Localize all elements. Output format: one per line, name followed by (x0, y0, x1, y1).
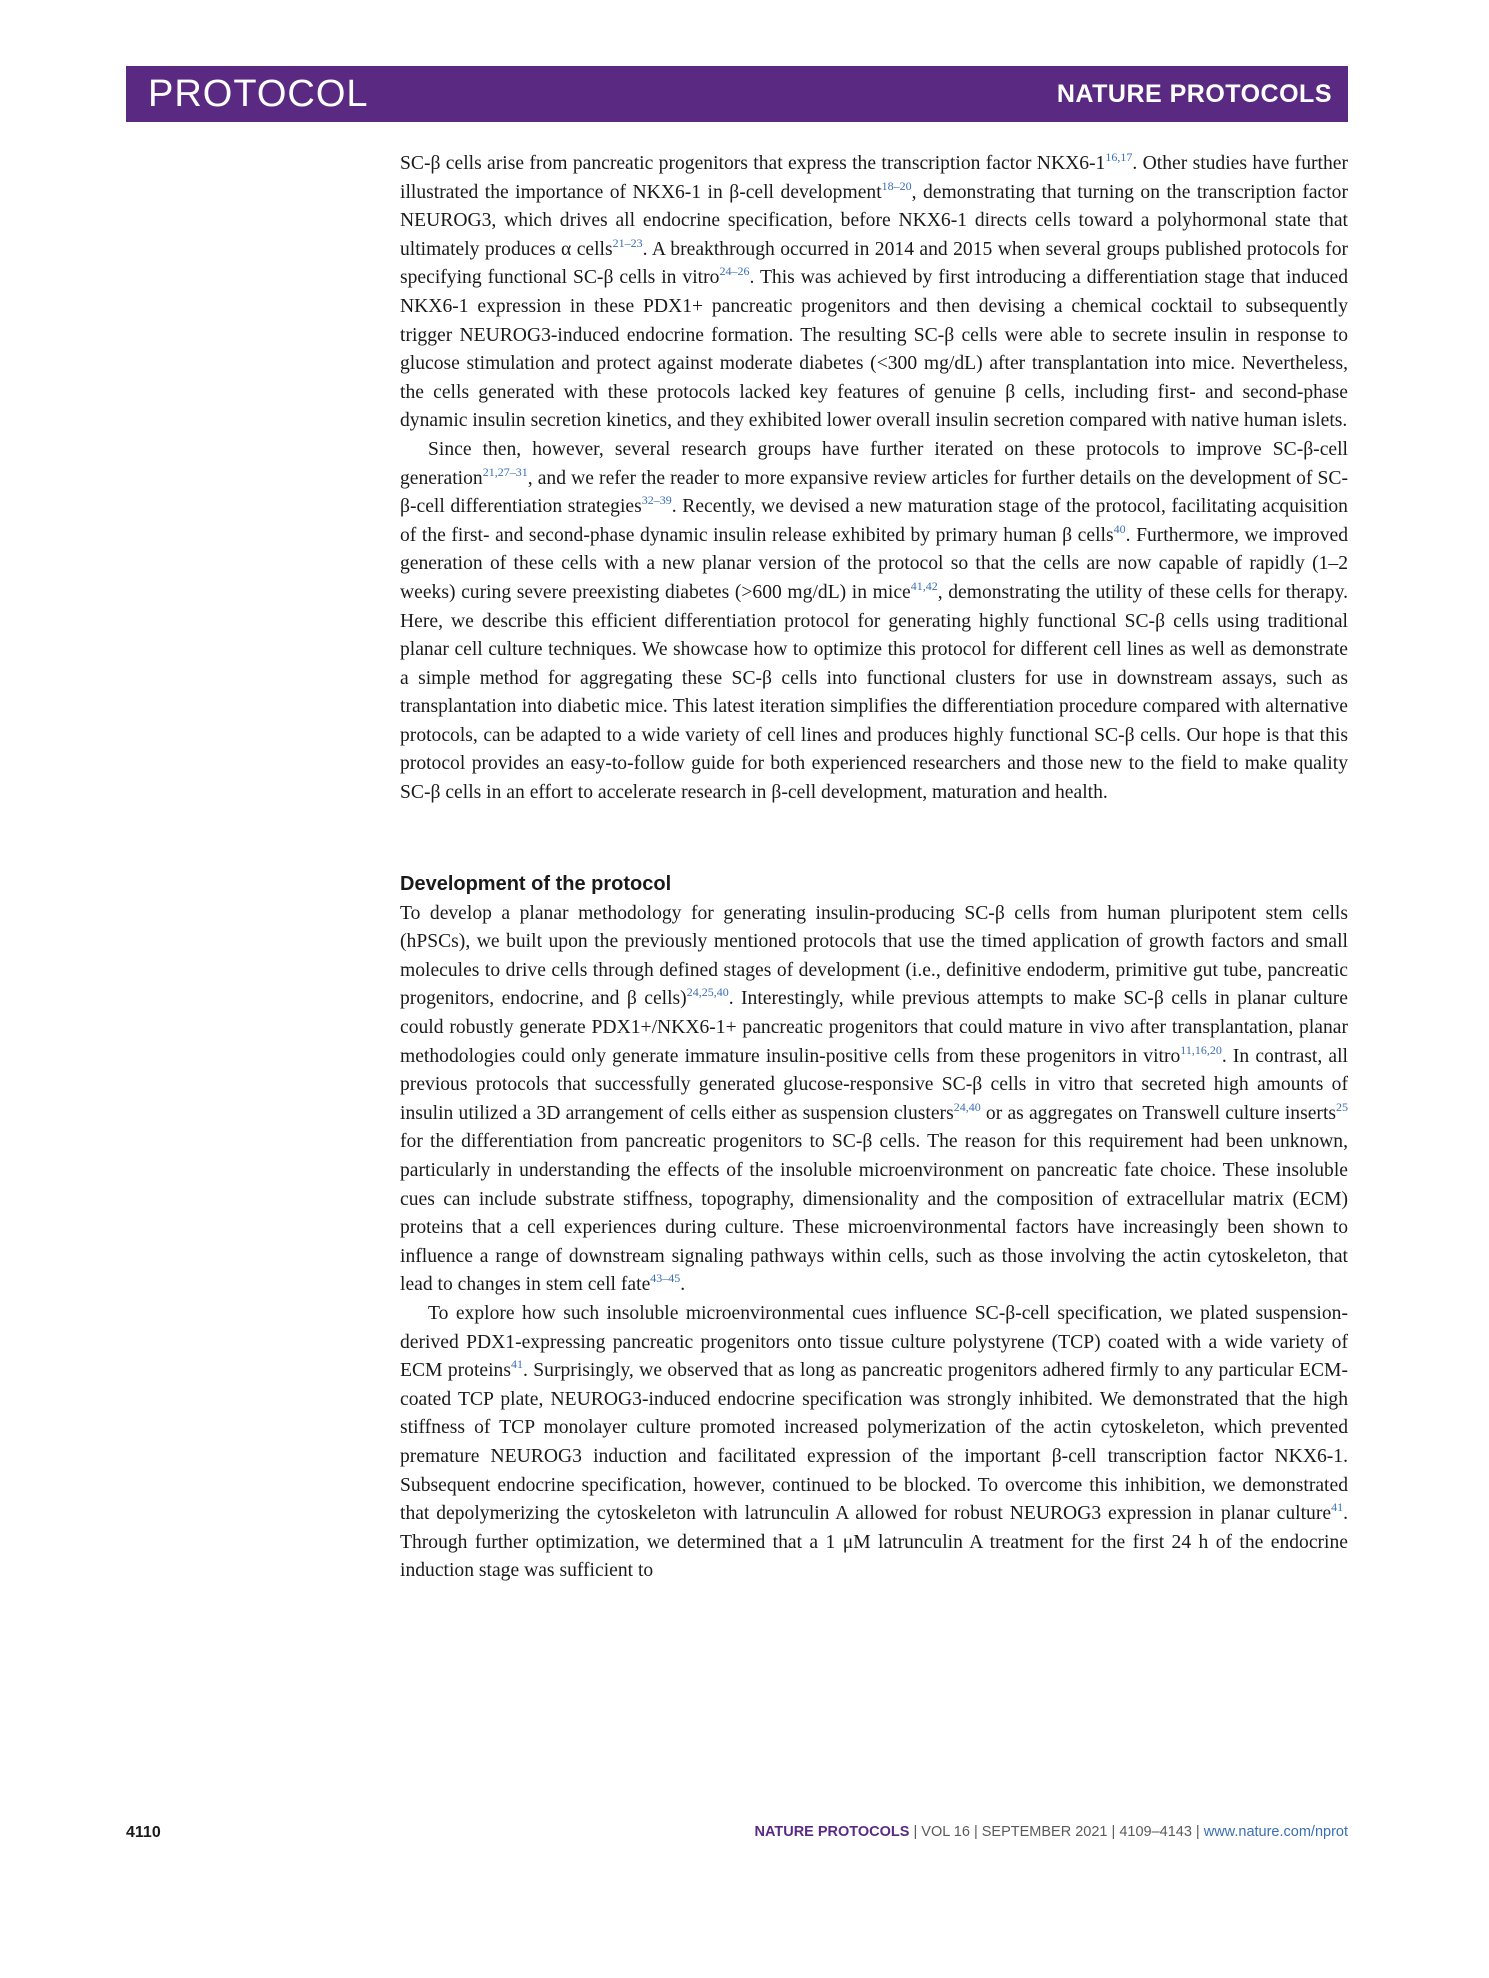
text-run: . A breakthrough occurred in 2014 and 2015 when several groups published protocols for specifying functional SC-β cells in vitro (400, 238, 1349, 289)
journal-url-link[interactable]: www.nature.com/nprot (1203, 1824, 1348, 1840)
citation-ref-link[interactable]: 24,25,40 (686, 985, 729, 1000)
paragraph (400, 900, 1348, 1300)
text-run: To explore how such insoluble microenvironmental cues influence SC-β-cell specification, we plated suspension-derived PDX1-expressing pancreatic progenitors onto tissue culture polystyrene (TCP) coated with a wide variety of ECM proteins (400, 1302, 1348, 1382)
footer-journal: NATURE PROTOCOLS (754, 1824, 910, 1840)
text-run: . Through further optimization, we determined that a 1 μM latrunculin A treatment for the first 24 h of the endocrine induction stage was sufficient to (400, 1503, 1348, 1582)
text-run: . Surprisingly, we observed that as long as pancreatic progenitors adhered firmly to any particular ECM-coated TCP plate, NEUROG3-induced endocrine specification was strongly inhibited. We demonstrated that the high stiffness of TCP monolayer culture promoted increased polymerization of the actin cytoskeleton, which prevented premature NEUROG3 induction and facilitated expression of the important β-cell transcription factor NKX6-1. Subsequent endocrine specification, however, continued to be blocked. To overcome this inhibition, we demonstrated that depolymerizing the cytoskeleton with latrunculin A allowed for robust NEUROG3 expression in planar culture (400, 1360, 1348, 1525)
citation-ref-link[interactable]: 21–23 (612, 235, 643, 250)
citation-ref-link[interactable]: 24,40 (953, 1099, 981, 1114)
citation-ref-link[interactable]: 25 (1336, 1099, 1349, 1114)
text-run: , demonstrating the utility of these cells for therapy. Here, we describe this efficient differentiation protocol for generating highly functional SC-β cells using traditional planar cell culture techniques. We showcase how to optimize this protocol for different cell lines as well as demonstrate a simple method for aggregating these SC-β cells into functional clusters for use in downstream assays, such as transplantation into diabetic mice. This latest iteration simplifies the differentiation procedure compared with alternative protocols, can be adapted to a wide variety of cell lines and produces highly functional SC-β cells. Our hope is that this protocol provides an easy-to-follow guide for both experienced researchers and those new to the field to make quality SC-β cells in an effort to accelerate research in β-cell development, maturation and health. (400, 581, 1348, 804)
text-run: . Furthermore, we improved generation of these cells with a new planar version of the protocol so that the cells are now capable of rapidly (1–2 weeks) curing severe preexisting diabetes (>600 mg/dL) in mice (400, 524, 1348, 603)
paragraph (400, 436, 1348, 808)
footer-pages: 4109–4143 (1119, 1824, 1192, 1840)
citation-ref-link[interactable]: 18–20 (881, 178, 912, 193)
citation-ref-link[interactable]: 40 (1113, 521, 1126, 536)
section-banner (126, 66, 1348, 122)
page-number: 4110 (126, 1824, 161, 1841)
citation-ref-link[interactable]: 41,42 (910, 578, 938, 593)
text-run: To develop a planar methodology for generating insulin-producing SC-β cells from human pluripotent stem cells (hPSCs), we built upon the previously mentioned protocols that use the timed application of growth factors and small molecules to drive cells through defined stages of development (i.e., definitive endoderm, primitive gut tube, pancreatic progenitors, endocrine, and β cells) (400, 902, 1348, 1010)
section-heading: Development of the protocol (400, 872, 672, 895)
footer-date: SEPTEMBER 2021 (981, 1824, 1108, 1840)
citation-ref-link[interactable]: 32–39 (641, 493, 672, 508)
text-run: . (680, 1274, 686, 1296)
citation-ref-link[interactable]: 43–45 (650, 1271, 681, 1286)
page-footer (126, 1824, 1348, 1848)
section-label: PROTOCOL (148, 73, 369, 115)
text-run: . Recently, we devised a new maturation stage of the protocol, facilitating acquisition of the first- and second-phase dynamic insulin release exhibited by primary human β cells (400, 496, 1348, 546)
text-run: SC-β cells arise from pancreatic progenitors that express the transcription factor NKX6-1 (400, 153, 1106, 174)
paragraph (400, 1300, 1348, 1586)
text-run: Since then, however, several research groups have further iterated on these protocols to improve SC-β-cell generation (400, 438, 1348, 489)
citation-ref-link[interactable]: 11,16,20 (1180, 1042, 1222, 1057)
citation-ref-link[interactable]: 21,27–31 (482, 464, 528, 479)
citation-ref-link[interactable]: 24–26 (719, 264, 750, 279)
footer-volume: VOL 16 (921, 1824, 970, 1840)
citation-line: NATURE PROTOCOLS | VOL 16 | SEPTEMBER 2021 | 4109–4143 | www.nature.com/nprot (754, 1824, 1348, 1840)
citation-ref-link[interactable]: 16,17 (1105, 150, 1133, 164)
text-run: . Other studies have further illustrated the importance of NKX6-1 in β-cell development (400, 153, 1348, 203)
text-run: , demonstrating that turning on the transcription factor NEUROG3, which drives all endocrine specification, before NKX6-1 directs cells toward a polyhormonal state that ultimately produces α cells (400, 181, 1348, 260)
paragraph (400, 150, 1348, 436)
citation-ref-link[interactable]: 41 (510, 1357, 523, 1372)
text-run: or as aggregates on Transwell culture inserts (980, 1102, 1337, 1124)
text-run: . This was achieved by first introducing a differentiation stage that induced NKX6-1 expression in these PDX1+ pancreatic progenitors and then devising a chemical cocktail to subsequently trigger NEUROG3-induced endocrine formation. The resulting SC-β cells were able to secrete insulin in response to glucose stimulation and protect against moderate diabetes (<300 mg/dL) after transplantation into mice. Nevertheless, the cells generated with these protocols lacked key features of genuine β cells, including first- and second-phase dynamic insulin secretion kinetics, and they exhibited lower overall insulin secretion compared with native human islets. (400, 267, 1348, 432)
text-run: . In contrast, all previous protocols that successfully generated glucose-responsive SC-β cells in vitro that secreted high amounts of insulin utilized a 3D arrangement of cells either as suspension clusters (400, 1045, 1348, 1124)
article-body (400, 150, 1348, 1586)
text-run: . Interestingly, while previous attempts to make SC-β cells in planar culture could robustly generate PDX1+/NKX6-1+ pancreatic progenitors that could mature in vivo after transplantation, planar methodologies could only generate immature insulin-positive cells from these progenitors in vitro (400, 988, 1349, 1067)
text-run: , and we refer the reader to more expansive review articles for further details on the development of SC-β-cell differentiation strategies (400, 467, 1348, 518)
journal-label: NATURE PROTOCOLS (1056, 79, 1332, 108)
text-run: for the differentiation from pancreatic progenitors to SC-β cells. The reason for this requirement had been unknown, particularly in understanding the effects of the insoluble microenvironment on pancreatic fate choice. These insoluble cues can include substrate stiffness, topography, dimensionality and the composition of extracellular matrix (ECM) proteins that a cell experiences during culture. These microenvironmental factors have increasingly been shown to influence a range of downstream signaling pathways within cells, such as those involving the actin cytoskeleton, that lead to changes in stem cell fate (400, 1131, 1348, 1296)
citation-ref-link[interactable]: 41 (1331, 1500, 1344, 1515)
